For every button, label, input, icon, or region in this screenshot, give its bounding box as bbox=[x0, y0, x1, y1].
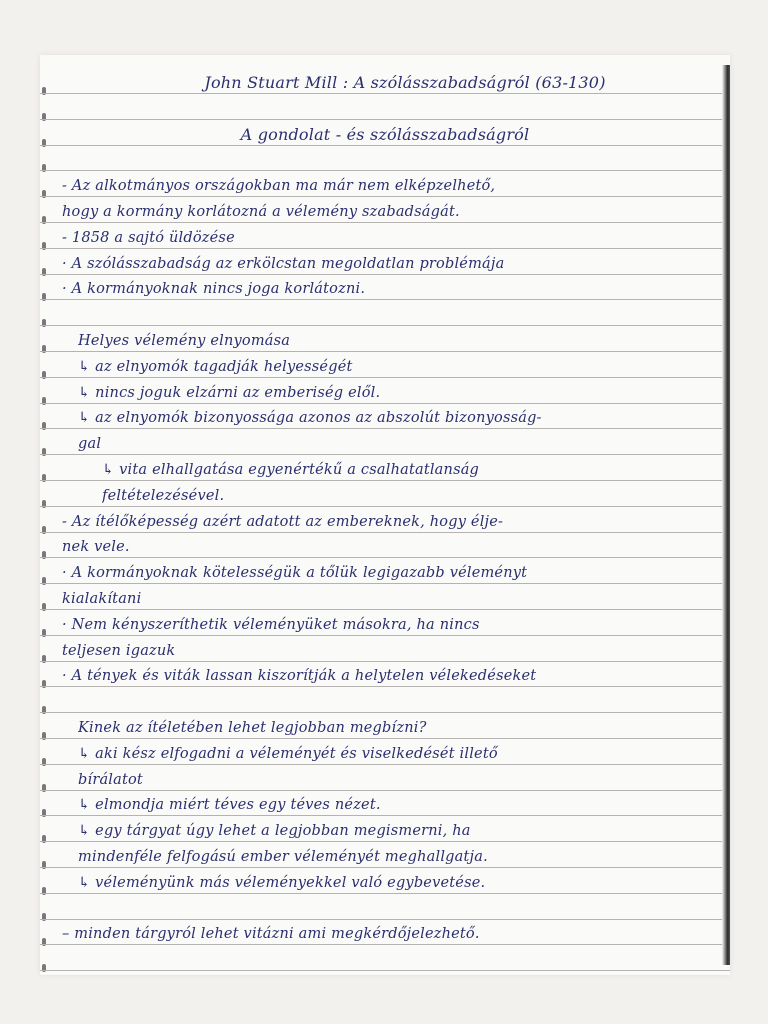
note-line: teljesen igazuk bbox=[62, 642, 176, 659]
note-line: - 1858 a sajtó üldözése bbox=[62, 229, 235, 246]
note-line: · A kormányoknak nincs joga korlátozni. bbox=[62, 281, 366, 298]
note-line: bírálatot bbox=[78, 771, 143, 788]
ruled-line bbox=[40, 248, 730, 249]
ruled-line bbox=[40, 686, 730, 687]
ruled-line bbox=[40, 299, 730, 300]
ruled-line bbox=[40, 377, 730, 378]
section-heading: A gondolat - és szólásszabadságról bbox=[240, 125, 530, 144]
spiral-holes bbox=[40, 55, 50, 975]
note-line: ↳ véleményünk más véleményekkel való egybevetése. bbox=[78, 874, 486, 891]
note-line: · Nem kényszeríthetik véleményüket másokra, ha nincs bbox=[62, 616, 480, 633]
ruled-line bbox=[40, 119, 730, 120]
note-line: ↳ vita elhallgatása egyenértékű a csalhatatlanság bbox=[102, 462, 480, 478]
ruled-line bbox=[40, 919, 730, 920]
ruled-line bbox=[40, 635, 730, 636]
ruled-line bbox=[40, 274, 730, 275]
ruled-line bbox=[40, 970, 730, 971]
ruled-line bbox=[40, 145, 730, 146]
page-edge bbox=[722, 65, 730, 965]
note-line: mindenféle felfogású ember véleményét meghallgatja. bbox=[78, 849, 488, 865]
ruled-line bbox=[40, 764, 730, 765]
note-line: gal bbox=[78, 436, 102, 453]
ruled-line bbox=[40, 661, 730, 662]
ruled-line bbox=[40, 532, 730, 533]
ruled-line bbox=[40, 583, 730, 584]
ruled-line bbox=[40, 428, 730, 429]
ruled-line bbox=[40, 893, 730, 894]
ruled-line bbox=[40, 222, 730, 223]
ruled-line bbox=[40, 841, 730, 842]
page-title: John Stuart Mill : A szólásszabadságról (63-130) bbox=[204, 74, 606, 92]
note-line: · A szólásszabadság az erkölcstan megoldatlan problémája bbox=[62, 255, 505, 272]
ruled-line bbox=[40, 815, 730, 816]
ruled-line bbox=[40, 480, 730, 481]
note-line: hogy a kormány korlátozná a vélemény szabadságát. bbox=[62, 204, 460, 220]
ruled-line bbox=[40, 738, 730, 739]
note-line: - Az ítélőképesség azért adatott az embereknek, hogy élje- bbox=[62, 513, 504, 530]
note-line: kialakítani bbox=[62, 591, 142, 607]
note-line: ↳ nincs joguk elzárni az emberiség elől. bbox=[78, 384, 381, 401]
ruled-line bbox=[40, 712, 730, 713]
ruled-line bbox=[40, 170, 730, 171]
note-line: – minden tárgyról lehet vitázni ami megkérdőjelezhető. bbox=[62, 926, 480, 943]
ruled-line bbox=[40, 609, 730, 610]
note-line: ↳ az elnyomók bizonyossága azonos az abszolút bizonyosság- bbox=[78, 410, 542, 427]
ruled-line bbox=[40, 790, 730, 791]
ruled-line bbox=[40, 403, 730, 404]
ruled-line bbox=[40, 351, 730, 352]
ruled-line bbox=[40, 325, 730, 326]
ruled-line bbox=[40, 196, 730, 197]
note-line: - Az alkotmányos országokban ma már nem elképzelhető, bbox=[62, 178, 496, 195]
note-line: · A kormányoknak kötelességük a tőlük legigazabb véleményt bbox=[62, 565, 528, 582]
note-line: Kinek az ítéletében lehet legjobban megbízni? bbox=[78, 720, 427, 736]
note-line: feltételezésével. bbox=[102, 487, 225, 504]
note-line: nek vele. bbox=[62, 539, 130, 556]
note-line: Helyes vélemény elnyomása bbox=[78, 333, 291, 349]
notebook-page bbox=[40, 55, 730, 975]
ruled-line bbox=[40, 867, 730, 868]
note-line: ↳ az elnyomók tagadják helyességét bbox=[78, 358, 353, 375]
ruled-line bbox=[40, 944, 730, 945]
ruled-line bbox=[40, 506, 730, 507]
note-line: ↳ egy tárgyat úgy lehet a legjobban megismerni, ha bbox=[78, 823, 471, 840]
note-line: ↳ aki kész elfogadni a véleményét és viselkedését illető bbox=[78, 745, 498, 762]
ruled-line bbox=[40, 93, 730, 94]
ruled-line bbox=[40, 557, 730, 558]
note-line: ↳ elmondja miért téves egy téves nézet. bbox=[78, 797, 381, 814]
ruled-line bbox=[40, 454, 730, 455]
note-line: · A tények és viták lassan kiszorítják a helytelen vélekedéseket bbox=[62, 668, 537, 685]
